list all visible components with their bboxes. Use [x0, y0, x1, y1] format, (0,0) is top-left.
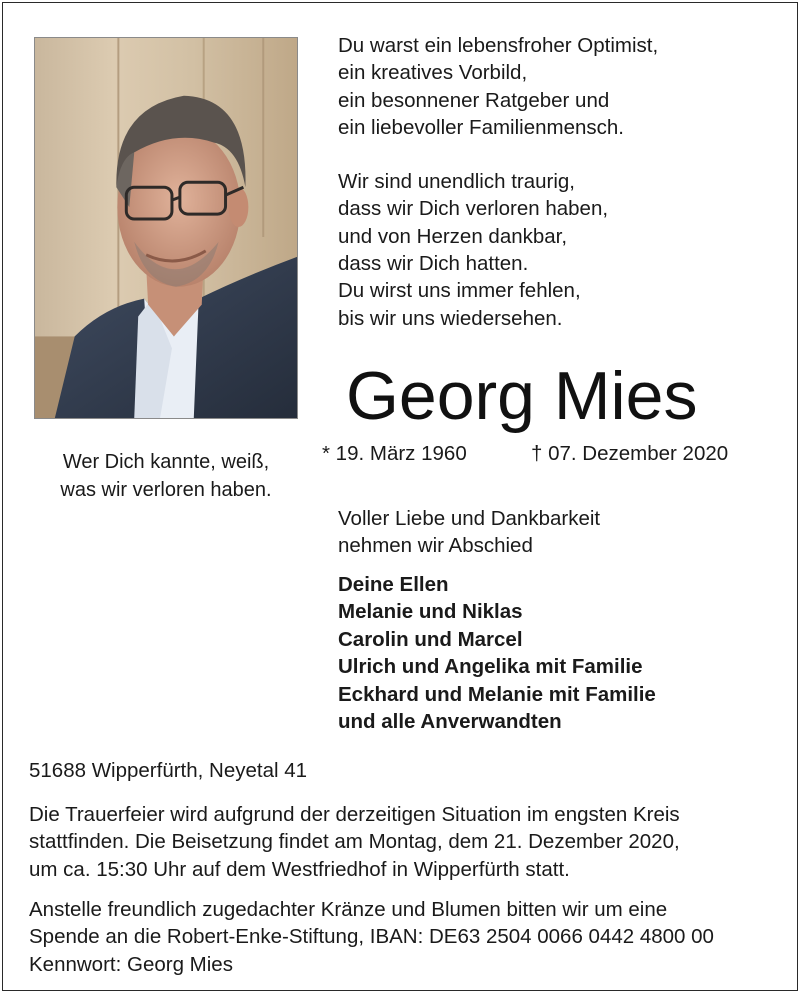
farewell-line: Voller Liebe und Dankbarkeit: [338, 507, 601, 530]
donation-line: Kennwort: Georg Mies: [29, 952, 233, 976]
quote-line: Wer Dich kannte, weiß,: [62, 451, 270, 473]
donation-info: [29, 896, 779, 978]
donation-line: Spende an die Robert-Enke-Stiftung, IBAN: DE63 2504 0066 0442 4800 00: [29, 925, 714, 949]
ceremony-line: Die Trauerfeier wird aufgrund der derzeitigen Situation im engsten Kreis: [29, 803, 680, 826]
birth-date: * 19. März 1960: [322, 442, 467, 465]
poem-stanza-2: [338, 168, 768, 332]
mourner-entry: Deine Ellen: [338, 573, 449, 596]
mourners-list: [338, 571, 656, 735]
mourner-entry: und alle Anverwandten: [338, 710, 562, 734]
poem-line: ein liebevoller Familienmensch.: [338, 115, 624, 139]
memorial-quote: [34, 449, 298, 504]
poem-line: dass wir Dich verloren haben,: [338, 197, 609, 221]
mourner-entry: Ulrich und Angelika mit Familie: [338, 655, 643, 679]
ceremony-line: um ca. 15:30 Uhr auf dem Westfriedhof in Wipperfürth statt.: [29, 857, 570, 881]
farewell-text: [338, 505, 600, 560]
portrait-photo: [34, 37, 298, 419]
mourner-entry: Eckhard und Melanie mit Familie: [338, 682, 656, 706]
donation-line: Anstelle freundlich zugedachter Kränze und Blumen bitten wir um eine: [29, 898, 668, 921]
family-address: 51688 Wipperfürth, Neyetal 41: [29, 759, 308, 782]
quote-line: was wir verloren haben.: [60, 478, 272, 501]
ceremony-info: [29, 801, 779, 883]
poem: [338, 32, 768, 332]
poem-line: Wir sind unendlich traurig,: [338, 170, 575, 194]
poem-line: ein kreatives Vorbild,: [338, 61, 528, 85]
deceased-name: Georg Mies: [346, 358, 698, 434]
ceremony-line: stattfinden. Die Beisetzung findet am Montag, dem 21. Dezember 2020,: [29, 830, 680, 854]
poem-line: und von Herzen dankbar,: [338, 224, 568, 248]
portrait-image: [35, 38, 297, 418]
poem-line: ein besonnener Ratgeber und: [338, 88, 610, 112]
poem-line: bis wir uns wiedersehen.: [338, 306, 563, 330]
farewell-line: nehmen wir Abschied: [338, 534, 533, 558]
poem-line: dass wir Dich hatten.: [338, 252, 529, 276]
death-date: † 07. Dezember 2020: [531, 442, 729, 465]
poem-line: Du warst ein lebensfroher Optimist,: [338, 34, 659, 57]
mourner-entry: Carolin und Marcel: [338, 627, 523, 651]
poem-line: Du wirst uns immer fehlen,: [338, 279, 581, 303]
mourner-entry: Melanie und Niklas: [338, 600, 523, 624]
poem-stanza-1: [338, 32, 768, 141]
